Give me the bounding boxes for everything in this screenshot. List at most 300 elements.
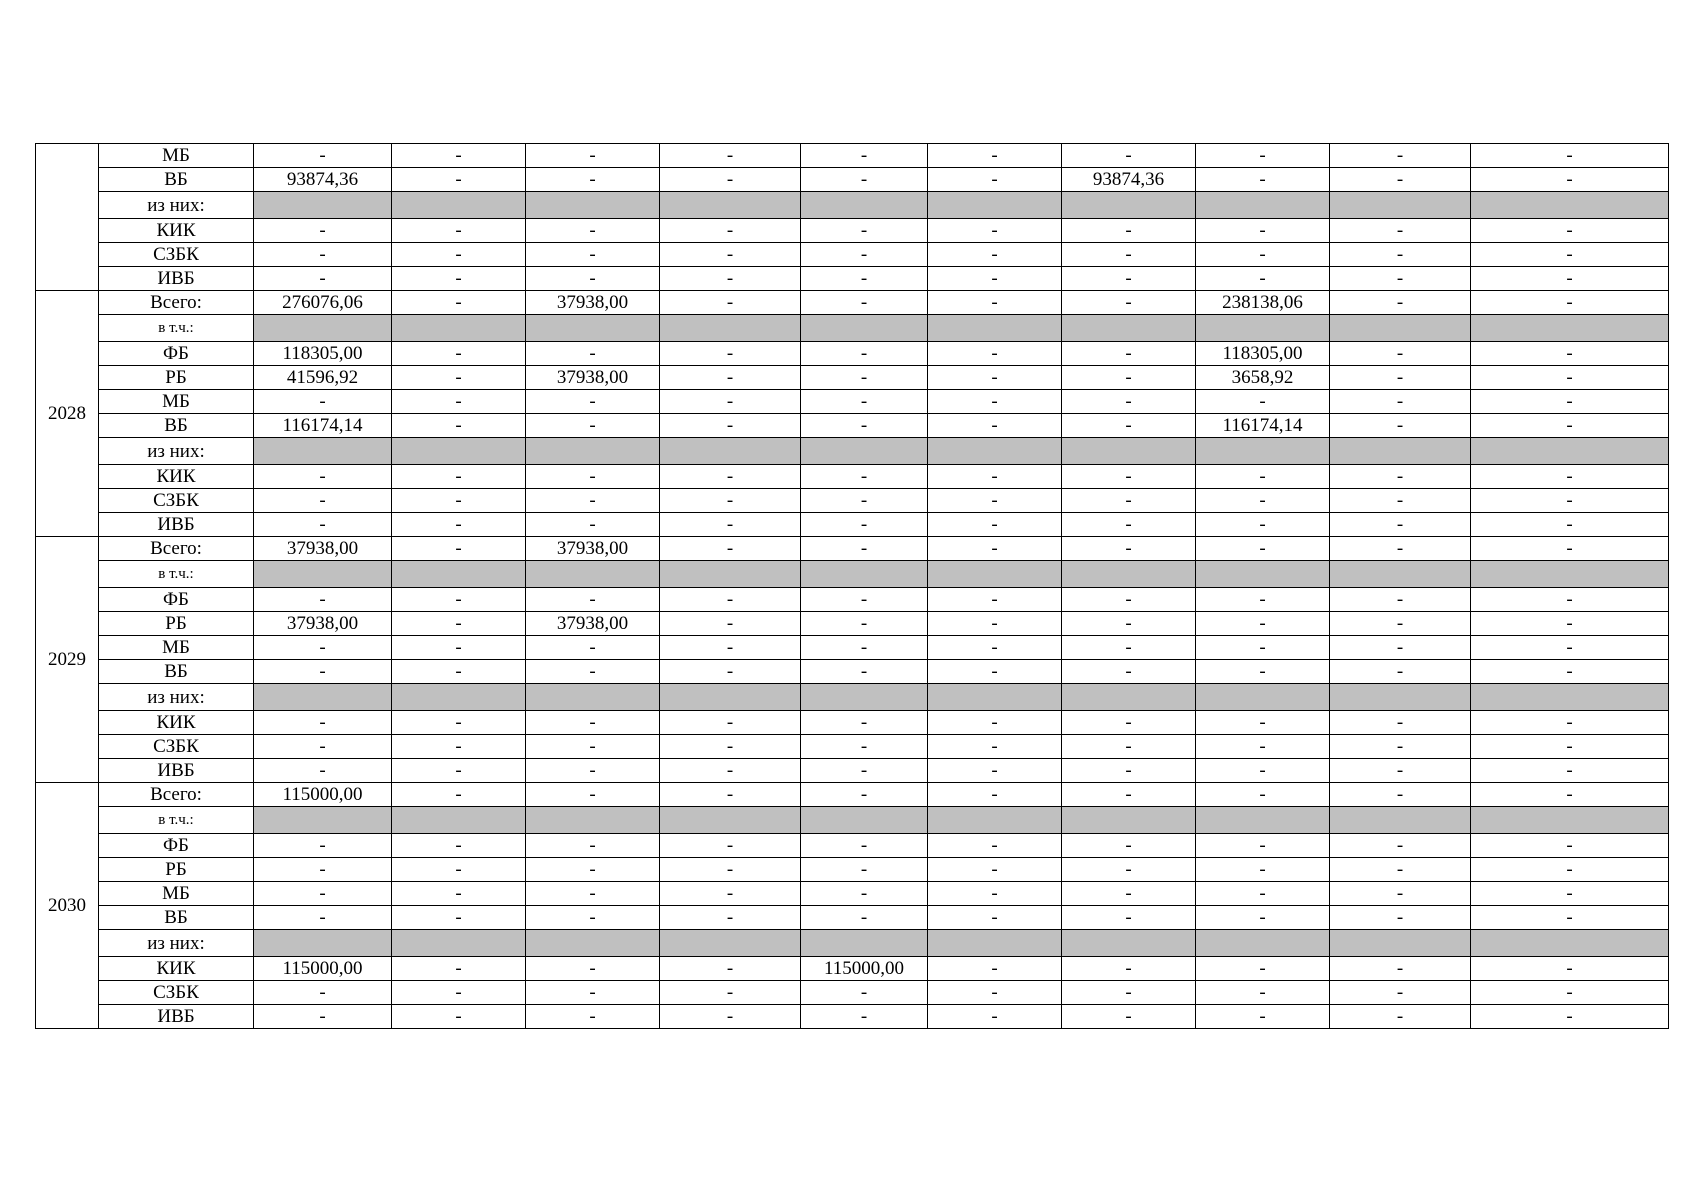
value-cell: - [1471,390,1669,414]
row-label: в т.ч.: [99,807,254,834]
value-cell: - [928,858,1062,882]
value-cell: - [1471,735,1669,759]
value-cell: - [1062,291,1196,315]
value-cell: - [1196,537,1330,561]
value-cell: - [801,513,928,537]
value-cell [254,684,392,711]
value-cell: - [1330,612,1471,636]
value-cell [254,192,392,219]
value-cell: - [928,144,1062,168]
row-label: из них: [99,438,254,465]
row-label: РБ [99,858,254,882]
value-cell: - [801,465,928,489]
row-label: СЗБК [99,489,254,513]
value-cell: - [801,906,928,930]
value-cell: - [1330,735,1471,759]
table-row [36,537,1669,561]
value-cell: - [660,981,801,1005]
value-cell: - [928,219,1062,243]
value-cell [1062,807,1196,834]
value-cell [928,192,1062,219]
value-cell: - [254,588,392,612]
value-cell [1196,807,1330,834]
value-cell [526,684,660,711]
value-cell: - [392,366,526,390]
table-row [36,414,1669,438]
value-cell: - [928,537,1062,561]
table-row [36,588,1669,612]
year-cell: 2029 [36,537,99,783]
row-label: СЗБК [99,243,254,267]
table-row [36,759,1669,783]
value-cell: 118305,00 [254,342,392,366]
value-cell: 37938,00 [526,291,660,315]
value-cell: - [392,489,526,513]
value-cell: - [1196,636,1330,660]
row-label: Всего: [99,537,254,561]
value-cell: - [1330,1005,1471,1029]
value-cell: - [801,537,928,561]
row-label: СЗБК [99,981,254,1005]
value-cell [392,561,526,588]
value-cell [660,192,801,219]
value-cell: - [1196,168,1330,192]
value-cell: 116174,14 [254,414,392,438]
value-cell: - [1196,882,1330,906]
table-row [36,981,1669,1005]
value-cell: - [1062,267,1196,291]
value-cell [392,315,526,342]
value-cell: - [928,342,1062,366]
value-cell [928,438,1062,465]
value-cell: - [1471,957,1669,981]
value-cell: - [254,660,392,684]
value-cell [1330,315,1471,342]
value-cell: - [526,981,660,1005]
value-cell: - [660,612,801,636]
table-row [36,243,1669,267]
value-cell: - [1196,906,1330,930]
value-cell: - [660,366,801,390]
value-cell [660,438,801,465]
year-cell: 2028 [36,291,99,537]
value-cell: - [1062,219,1196,243]
value-cell: - [1196,783,1330,807]
value-cell [928,561,1062,588]
value-cell [1471,930,1669,957]
value-cell: 3658,92 [1196,366,1330,390]
value-cell: - [928,783,1062,807]
value-cell [928,684,1062,711]
value-cell: - [1330,711,1471,735]
value-cell: - [392,390,526,414]
value-cell: 37938,00 [254,612,392,636]
value-cell: 41596,92 [254,366,392,390]
value-cell [392,438,526,465]
row-label: КИК [99,219,254,243]
value-cell: - [1330,168,1471,192]
value-cell: - [1330,243,1471,267]
value-cell: 37938,00 [526,366,660,390]
value-cell: - [1196,489,1330,513]
row-label: Всего: [99,291,254,315]
value-cell: - [1471,465,1669,489]
value-cell: 37938,00 [254,537,392,561]
value-cell: - [1062,144,1196,168]
value-cell [801,684,928,711]
value-cell: - [660,243,801,267]
value-cell: - [660,168,801,192]
value-cell: - [392,981,526,1005]
value-cell: - [392,465,526,489]
value-cell [526,315,660,342]
table-row [36,513,1669,537]
value-cell: - [660,144,801,168]
value-cell: - [1196,1005,1330,1029]
value-cell [660,315,801,342]
value-cell: - [1330,342,1471,366]
value-cell [801,315,928,342]
value-cell: - [1471,537,1669,561]
value-cell: - [526,219,660,243]
value-cell: - [1196,390,1330,414]
value-cell: - [526,390,660,414]
value-cell: - [1062,783,1196,807]
value-cell: - [254,711,392,735]
value-cell [660,684,801,711]
value-cell: 238138,06 [1196,291,1330,315]
value-cell: - [1196,735,1330,759]
value-cell: - [928,390,1062,414]
value-cell: - [1196,858,1330,882]
value-cell: - [801,219,928,243]
value-cell: - [526,660,660,684]
table-row [36,291,1669,315]
value-cell: - [526,735,660,759]
value-cell: - [928,981,1062,1005]
value-cell: - [1062,414,1196,438]
value-cell: - [526,342,660,366]
row-label: МБ [99,636,254,660]
value-cell: - [801,834,928,858]
value-cell: - [526,144,660,168]
value-cell [1062,561,1196,588]
value-cell: - [254,489,392,513]
value-cell: - [392,882,526,906]
value-cell: - [801,342,928,366]
value-cell: - [1062,465,1196,489]
table-row [36,438,1669,465]
budget-table [35,143,1669,1029]
value-cell: - [660,1005,801,1029]
value-cell: - [254,144,392,168]
value-cell: - [1471,711,1669,735]
value-cell: - [801,489,928,513]
value-cell: - [1471,1005,1669,1029]
value-cell: - [1196,759,1330,783]
table-row [36,390,1669,414]
value-cell: - [1196,465,1330,489]
value-cell: - [660,759,801,783]
value-cell: - [1471,513,1669,537]
value-cell [928,807,1062,834]
value-cell [1196,438,1330,465]
value-cell: - [928,957,1062,981]
value-cell [1471,561,1669,588]
value-cell: - [392,588,526,612]
value-cell [1330,438,1471,465]
value-cell: - [1062,1005,1196,1029]
value-cell: - [1330,390,1471,414]
value-cell: - [392,243,526,267]
value-cell: - [1062,660,1196,684]
value-cell: 37938,00 [526,537,660,561]
row-label: ВБ [99,414,254,438]
value-cell: - [801,660,928,684]
table-row [36,144,1669,168]
value-cell: - [660,489,801,513]
value-cell: - [526,834,660,858]
value-cell: - [928,711,1062,735]
value-cell: - [1196,219,1330,243]
value-cell [1330,684,1471,711]
value-cell: - [254,513,392,537]
value-cell: - [1471,267,1669,291]
value-cell: - [392,612,526,636]
value-cell: - [1471,981,1669,1005]
value-cell: - [1062,390,1196,414]
value-cell: - [392,342,526,366]
value-cell [1471,684,1669,711]
value-cell: - [1196,711,1330,735]
row-label: ИВБ [99,267,254,291]
value-cell: - [660,858,801,882]
value-cell: - [254,882,392,906]
value-cell: - [526,906,660,930]
value-cell: - [1471,414,1669,438]
value-cell [392,807,526,834]
value-cell: - [1062,858,1196,882]
value-cell: - [1471,906,1669,930]
value-cell [1062,438,1196,465]
value-cell [1330,930,1471,957]
value-cell: - [1471,291,1669,315]
table-row [36,219,1669,243]
value-cell: - [928,489,1062,513]
value-cell: - [660,882,801,906]
value-cell: - [801,291,928,315]
value-cell: - [801,783,928,807]
value-cell: - [660,390,801,414]
value-cell: - [1471,660,1669,684]
value-cell: - [526,759,660,783]
value-cell: - [1330,957,1471,981]
value-cell: - [928,612,1062,636]
value-cell: - [392,957,526,981]
value-cell: - [1196,612,1330,636]
value-cell: - [1062,735,1196,759]
value-cell: - [526,783,660,807]
table-row [36,858,1669,882]
value-cell: - [392,414,526,438]
value-cell [1196,315,1330,342]
table-row [36,807,1669,834]
table-body [36,144,1669,1029]
row-label: ФБ [99,342,254,366]
row-label: КИК [99,957,254,981]
value-cell: - [1062,981,1196,1005]
row-label: ФБ [99,834,254,858]
value-cell: - [1330,834,1471,858]
value-cell: - [928,588,1062,612]
value-cell: - [801,1005,928,1029]
value-cell: - [392,267,526,291]
value-cell: - [1330,588,1471,612]
value-cell: - [928,366,1062,390]
row-label: КИК [99,711,254,735]
value-cell: - [526,267,660,291]
value-cell: - [1471,882,1669,906]
value-cell [1330,192,1471,219]
value-cell: - [1330,636,1471,660]
value-cell: - [1062,366,1196,390]
value-cell: - [801,243,928,267]
value-cell: - [526,636,660,660]
value-cell: - [801,588,928,612]
value-cell: - [526,513,660,537]
value-cell [526,438,660,465]
value-cell [254,930,392,957]
value-cell: - [928,759,1062,783]
value-cell: - [660,414,801,438]
value-cell: - [392,636,526,660]
value-cell: - [1330,219,1471,243]
value-cell: - [1196,981,1330,1005]
row-label: МБ [99,882,254,906]
value-cell [928,315,1062,342]
row-label: ФБ [99,588,254,612]
row-label: ИВБ [99,759,254,783]
row-label: ВБ [99,660,254,684]
value-cell [1330,807,1471,834]
value-cell [526,807,660,834]
value-cell: - [801,414,928,438]
value-cell: - [1330,465,1471,489]
value-cell [1471,438,1669,465]
value-cell: - [1330,537,1471,561]
table-row [36,561,1669,588]
value-cell: - [1196,144,1330,168]
row-label: МБ [99,390,254,414]
row-label: ВБ [99,168,254,192]
value-cell: - [254,390,392,414]
value-cell: - [526,465,660,489]
value-cell: - [660,513,801,537]
value-cell: - [526,711,660,735]
value-cell: 276076,06 [254,291,392,315]
row-label: в т.ч.: [99,315,254,342]
value-cell: - [254,1005,392,1029]
table-row [36,192,1669,219]
value-cell: - [928,513,1062,537]
row-label: КИК [99,465,254,489]
value-cell [660,807,801,834]
value-cell [392,684,526,711]
value-cell [1471,807,1669,834]
value-cell: - [801,882,928,906]
value-cell: - [660,342,801,366]
value-cell: - [526,1005,660,1029]
value-cell: - [1330,144,1471,168]
value-cell: - [1062,243,1196,267]
value-cell: - [801,390,928,414]
value-cell: - [660,834,801,858]
value-cell: - [660,783,801,807]
value-cell: - [928,636,1062,660]
table-row [36,906,1669,930]
value-cell [392,192,526,219]
value-cell: 115000,00 [254,957,392,981]
value-cell: - [660,291,801,315]
value-cell: - [526,168,660,192]
table-row [36,342,1669,366]
value-cell: 93874,36 [254,168,392,192]
value-cell: 115000,00 [254,783,392,807]
row-label: из них: [99,684,254,711]
table-row [36,882,1669,906]
value-cell: - [1471,366,1669,390]
value-cell: - [1330,882,1471,906]
value-cell [254,561,392,588]
value-cell: - [526,243,660,267]
row-label: Всего: [99,783,254,807]
value-cell: - [1062,537,1196,561]
value-cell: - [660,465,801,489]
value-cell: - [392,834,526,858]
value-cell: - [1471,834,1669,858]
row-label: ИВБ [99,1005,254,1029]
value-cell: - [1062,882,1196,906]
value-cell [1062,930,1196,957]
value-cell: - [660,537,801,561]
value-cell: - [526,588,660,612]
table-row [36,735,1669,759]
value-cell: - [254,834,392,858]
value-cell [526,192,660,219]
value-cell: - [1196,513,1330,537]
value-cell: - [1062,636,1196,660]
value-cell: - [660,957,801,981]
value-cell: 116174,14 [1196,414,1330,438]
value-cell: - [526,957,660,981]
value-cell [254,315,392,342]
value-cell: - [526,414,660,438]
value-cell: - [1330,783,1471,807]
value-cell: - [392,513,526,537]
value-cell: - [254,243,392,267]
value-cell: - [254,858,392,882]
value-cell: - [392,168,526,192]
table-row [36,612,1669,636]
value-cell: - [1062,612,1196,636]
value-cell: - [254,981,392,1005]
table-row [36,267,1669,291]
year-cell [36,144,99,291]
value-cell: - [392,1005,526,1029]
value-cell [1471,315,1669,342]
value-cell: - [392,219,526,243]
value-cell [254,438,392,465]
